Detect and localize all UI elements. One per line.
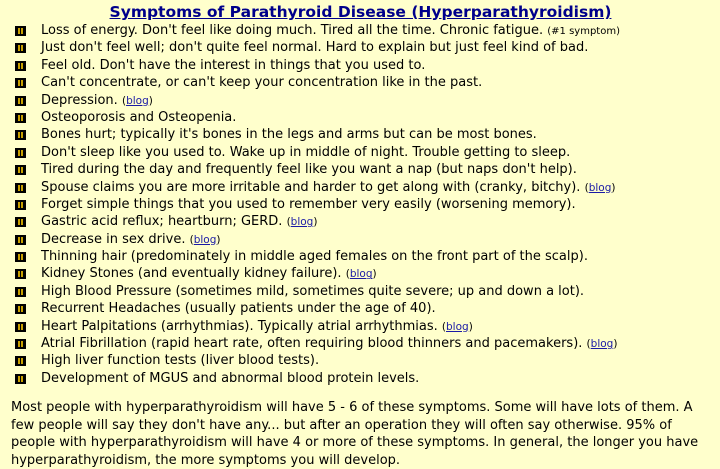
bullet-icon <box>15 148 26 158</box>
summary-paragraph: Most people with hyperparathyroidism will have 5 - 6 of these symptoms. Some will have lots of them. A few people will say they don't have any... but after an operation they will often say otherwise. 95% of people with hyperparathyroidism will have 4 or more of these symptoms. In general, the longer you have hyperparathyroidism, the more symptoms you will develop. <box>11 400 699 468</box>
blog-link[interactable]: ( blog ) <box>442 321 473 333</box>
symptom-text: High liver function tests (liver blood tests). <box>41 353 320 369</box>
blog-link[interactable]: ( blog ) <box>346 268 377 280</box>
symptom-item <box>11 300 710 317</box>
bullet-icon <box>15 61 26 71</box>
bullet-icon <box>15 356 26 366</box>
bullet-icon <box>15 130 26 140</box>
blog-link[interactable]: ( blog ) <box>287 216 318 228</box>
symptom-item <box>11 109 710 126</box>
symptom-item <box>11 318 710 335</box>
symptom-text: Feel old. Don't have the interest in things that you used to. <box>41 57 426 73</box>
bullet-icon <box>15 113 26 123</box>
symptom-item <box>11 126 710 143</box>
symptom-item <box>11 74 710 91</box>
bullet-icon <box>15 183 26 193</box>
symptom-text: Decrease in sex drive. <box>41 231 186 247</box>
symptom-text: Kidney Stones (and eventually kidney failure). <box>41 266 342 282</box>
symptom-text: Spouse claims you are more irritable and harder to get along with (cranky, bitchy). <box>41 179 581 195</box>
blog-link[interactable]: ( blog ) <box>587 338 618 350</box>
bullet-icon <box>15 165 26 175</box>
symptom-item <box>11 22 710 39</box>
symptom-text: Don't sleep like you used to. Wake up in middle of night. Trouble getting to sleep. <box>41 144 571 160</box>
symptom-text: Tired during the day and frequently feel like you want a nap (but naps don't help). <box>41 162 577 178</box>
symptom-item <box>11 231 710 248</box>
symptom-text: Just don't feel well; don't quite feel normal. Hard to explain but just feel kind of bad. <box>41 40 589 56</box>
symptom-item <box>11 39 710 56</box>
bullet-icon <box>15 26 26 36</box>
symptom-item <box>11 57 710 74</box>
symptom-text: Heart Palpitations (arrhythmias). Typically atrial arrhythmias. <box>41 318 438 334</box>
bullet-icon <box>15 96 26 106</box>
symptom-text: Thinning hair (predominately in middle aged females on the front part of the scalp). <box>41 249 588 265</box>
bullet-icon <box>15 78 26 88</box>
symptom-item <box>11 144 710 161</box>
symptom-note: (#1 symptom) <box>547 26 620 37</box>
bullet-icon <box>15 304 26 314</box>
symptom-item <box>11 335 710 352</box>
bullet-icon <box>15 374 26 384</box>
symptom-item <box>11 92 710 109</box>
blog-link[interactable]: ( blog ) <box>122 95 153 107</box>
symptom-item <box>11 248 710 265</box>
symptom-text: Gastric acid reflux; heartburn; GERD. <box>41 214 283 230</box>
symptom-text: Depression. <box>41 92 118 108</box>
symptom-text: Recurrent Headaches (usually patients under the age of 40). <box>41 301 436 317</box>
symptom-text: Can't concentrate, or can't keep your concentration like in the past. <box>41 75 483 91</box>
symptom-text: Bones hurt; typically it's bones in the legs and arms but can be most bones. <box>41 127 537 143</box>
symptom-item <box>11 283 710 300</box>
bullet-icon <box>15 322 26 332</box>
blog-link[interactable]: ( blog ) <box>585 182 616 194</box>
symptom-item <box>11 179 710 196</box>
symptom-text: Forget simple things that you used to remember very easily (worsening memory). <box>41 196 576 212</box>
bullet-icon <box>15 252 26 262</box>
symptom-list <box>11 22 710 387</box>
symptom-item <box>11 265 710 282</box>
bullet-icon <box>15 217 26 227</box>
bullet-icon <box>15 287 26 297</box>
bullet-icon <box>15 269 26 279</box>
symptom-item <box>11 213 710 230</box>
symptom-text: Loss of energy. Don't feel like doing much. Tired all the time. Chronic fatigue. <box>41 23 544 38</box>
bullet-icon <box>15 339 26 349</box>
page-title-link[interactable]: Symptoms of Parathyroid Disease (Hyperparathyroidism) <box>109 3 612 21</box>
blog-link[interactable]: ( blog ) <box>190 234 221 246</box>
bullet-icon <box>15 235 26 245</box>
symptom-text: Osteoporosis and Osteopenia. <box>41 109 237 125</box>
symptom-item <box>11 161 710 178</box>
symptom-item <box>11 370 710 387</box>
symptom-item <box>11 352 710 369</box>
bullet-icon <box>15 43 26 53</box>
symptom-text: High Blood Pressure (sometimes mild, sometimes quite severe; up and down a lot). <box>41 283 585 299</box>
symptom-item <box>11 196 710 213</box>
symptom-text: Atrial Fibrillation (rapid heart rate, often requiring blood thinners and pacemakers). <box>41 336 583 352</box>
symptom-text: Development of MGUS and abnormal blood protein levels. <box>41 370 420 386</box>
bullet-icon <box>15 200 26 210</box>
page-title[interactable] <box>11 3 710 21</box>
